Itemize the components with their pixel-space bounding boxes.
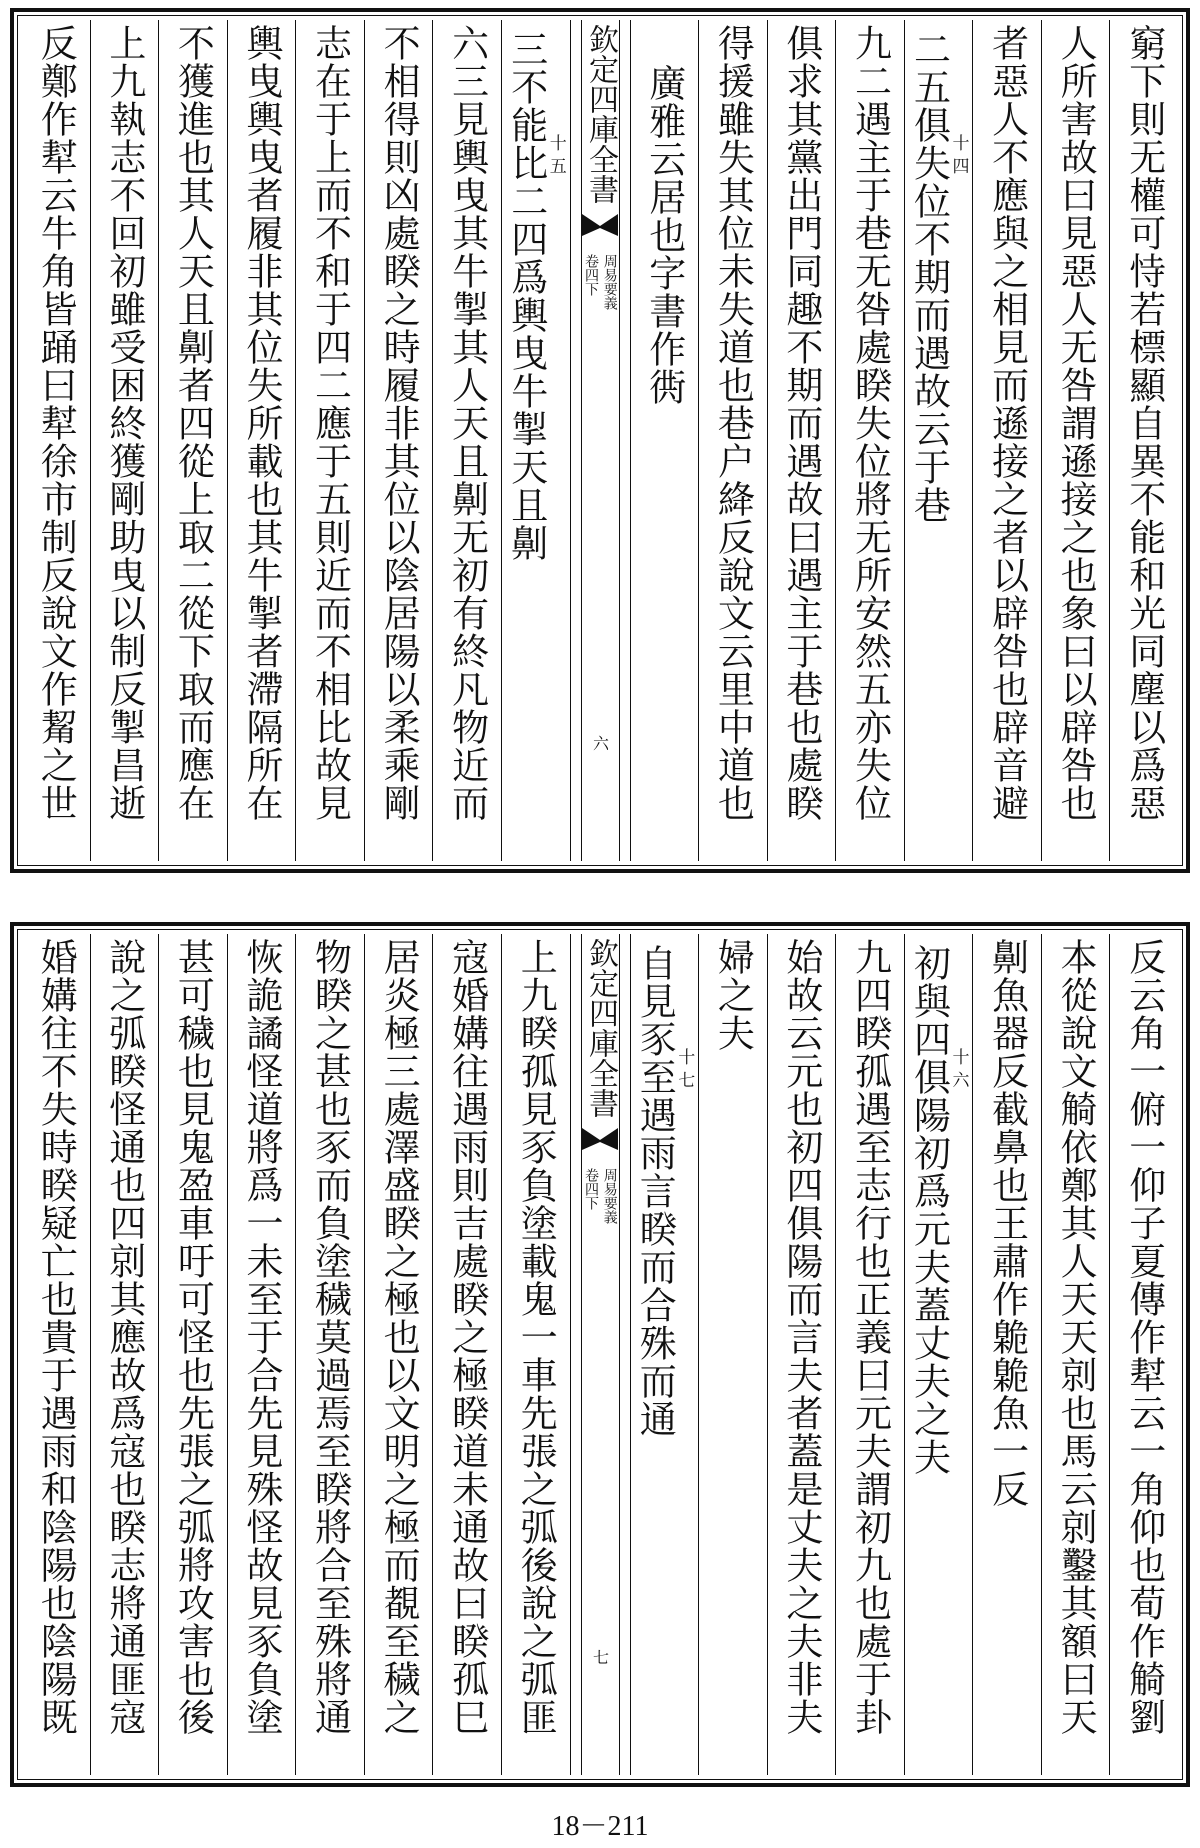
page-number: 六 <box>590 735 610 751</box>
column-text: 婚媾往不失時睽疑亡也貴于遇雨和陰陽也陰陽既 <box>34 938 78 1736</box>
column-text: 始故云元也初四俱陽而言夫者蓋是丈夫之夫非夫 <box>779 938 823 1736</box>
volume-name: 卷四下 <box>583 1168 599 1210</box>
collection-title: 欽定四庫全書 <box>583 24 618 204</box>
column-text: 志在于上而不和于四二應于五則近而不相比故見 <box>308 24 352 822</box>
book-title <box>583 254 616 310</box>
book-name: 周易要義 <box>601 254 618 310</box>
document-page-bottom <box>10 922 1190 1787</box>
page-number: 七 <box>590 1649 610 1665</box>
column-text: 居炎極三處澤盛睽之極也以文明之極而覩至穢之 <box>377 938 421 1736</box>
column-text: 輿曳輿曳者履非其位失所載也其牛掣者滯隔所在 <box>239 24 283 822</box>
book-name: 周易要義 <box>601 1168 618 1224</box>
page-gutter <box>570 20 630 861</box>
fish-tail-mark-icon <box>580 212 620 238</box>
column-text: 甚可穢也見鬼盈車吁可怪也先張之弧將攻害也後 <box>171 938 215 1736</box>
column-text: 窮下則无權可恃若標顯自異不能和光同塵以爲惡 <box>1122 24 1166 822</box>
text-column <box>364 934 433 1775</box>
text-columns <box>22 20 1178 861</box>
text-column <box>295 20 364 861</box>
text-column <box>158 934 227 1775</box>
page-footer-number: 18－211 <box>551 1811 649 1842</box>
section-number: 十四 <box>948 134 969 180</box>
text-column <box>835 934 904 1775</box>
text-column <box>90 20 159 861</box>
collection-title: 欽定四庫全書 <box>583 938 618 1118</box>
text-column <box>767 20 836 861</box>
text-columns <box>22 934 1178 1775</box>
column-text: 三不能比二四爲輿曳牛掣天且劓 <box>504 30 548 562</box>
column-text: 物睽之甚也豕而負塗穢莫過焉至睽將合至殊將通 <box>308 938 352 1736</box>
fish-tail-mark-icon <box>580 1126 620 1152</box>
column-text: 劓魚器反截鼻也王肅作臲臲魚一反 <box>985 938 1029 1508</box>
text-column <box>1109 20 1178 861</box>
text-column <box>295 934 364 1775</box>
text-column <box>1041 20 1110 861</box>
text-column <box>432 20 501 861</box>
text-column <box>972 20 1041 861</box>
column-text: 不獲進也其人天且劓者四從上取二從下取而應在 <box>171 24 215 822</box>
column-text: 廣雅云居也字書作衖 <box>642 64 686 406</box>
text-column-with-note <box>904 934 973 1775</box>
column-text: 反鄭作犎云牛角皆踊曰犎徐市制反說文作觢之世 <box>34 24 78 822</box>
text-column <box>22 934 90 1775</box>
column-text: 九二遇主于巷无咎處睽失位將无所安然五亦失位 <box>848 24 892 822</box>
page-gutter <box>570 934 630 1775</box>
text-column <box>364 20 433 861</box>
text-column-with-note <box>501 20 570 861</box>
column-text: 本從說文觭依鄭其人天天剠也馬云剠鑿其額曰天 <box>1054 938 1098 1736</box>
text-column-with-note <box>904 20 973 861</box>
column-text: 上九執志不回初雖受困終獲剛助曳以制反掣昌逝 <box>102 24 146 822</box>
text-column <box>698 934 767 1775</box>
column-text: 上九睽孤見豕負塗載鬼一車先張之弧後說之弧匪 <box>514 938 558 1736</box>
column-text: 者惡人不應與之相見而遜接之者以辟咎也辟音避 <box>985 24 1029 822</box>
text-column <box>227 934 296 1775</box>
section-number: 十六 <box>948 1048 969 1094</box>
book-title <box>583 1168 616 1224</box>
column-text: 六三見輿曳其牛掣其人天且劓无初有終凡物近而 <box>445 24 489 822</box>
text-column <box>22 20 90 861</box>
column-text: 得援雖失其位未失道也巷户絳反說文云里中道也 <box>711 24 755 822</box>
column-text: 九四睽孤遇至志行也正義曰元夫謂初九也處于卦 <box>848 938 892 1736</box>
column-text: 婦之夫 <box>711 938 755 1052</box>
column-text: 恢詭譎怪道將爲一未至于合先見殊怪故見豕負塗 <box>239 938 283 1736</box>
column-text: 俱求其黨出門同趣不期而遇故曰遇主于巷也處睽 <box>779 24 823 822</box>
column-text: 人所害故曰見惡人无咎謂遜接之也象曰以辟咎也 <box>1054 24 1098 822</box>
column-text: 不相得則凶處睽之時履非其位以陰居陽以柔乘剛 <box>377 24 421 822</box>
volume-name: 卷四下 <box>583 254 599 296</box>
column-text: 反云角一俯一仰子夏傳作犎云一角仰也荀作觭劉 <box>1122 938 1166 1736</box>
text-column <box>227 20 296 861</box>
text-column <box>501 934 570 1775</box>
text-column <box>432 934 501 1775</box>
text-column <box>1109 934 1178 1775</box>
text-column <box>90 934 159 1775</box>
document-page-top <box>10 8 1190 873</box>
column-text: 自見豕至遇雨言睽而合殊而通 <box>633 944 677 1438</box>
text-column-with-note <box>630 934 699 1775</box>
text-column <box>1041 934 1110 1775</box>
text-column <box>158 20 227 861</box>
text-column <box>972 934 1041 1775</box>
column-text: 二五俱失位不期而遇故云于巷 <box>907 30 951 524</box>
text-column <box>630 20 699 861</box>
text-column <box>767 934 836 1775</box>
section-number: 十七 <box>674 1048 695 1094</box>
text-column <box>698 20 767 861</box>
text-column <box>835 20 904 861</box>
section-number: 十五 <box>545 134 566 180</box>
column-text: 寇婚媾往遇雨則吉處睽之極睽道未通故曰睽孤巳 <box>445 938 489 1736</box>
column-text: 說之弧睽怪通也四剠其應故爲寇也睽志將通匪寇 <box>102 938 146 1736</box>
column-text: 初與四俱陽初爲元夫蓋丈夫之夫 <box>907 944 951 1476</box>
